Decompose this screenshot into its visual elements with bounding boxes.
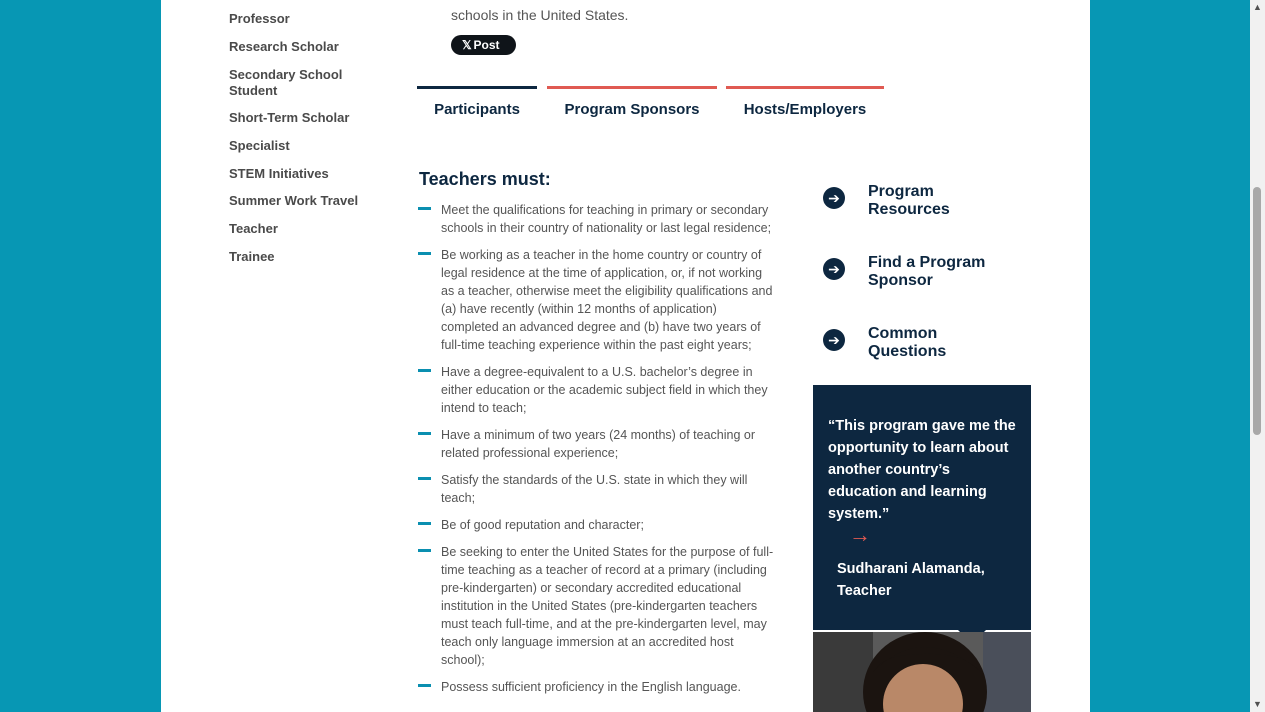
scroll-down-arrow-icon[interactable]: ▼ [1253,699,1262,709]
requirements-list [417,201,777,705]
x-logo-icon: 𝕏 [462,38,472,52]
arrow-right-circle-icon: ➔ [823,258,845,280]
sidebar-item-secondary-school-student[interactable]: Secondary School Student [229,67,343,98]
dash-bullet-icon [418,207,431,210]
arrow-right-circle-icon: ➔ [823,187,845,209]
arrow-right-icon[interactable]: → [849,522,871,547]
sidebar-item-specialist[interactable]: Specialist [229,138,290,153]
sidebar-item-short-term-scholar[interactable]: Short-Term Scholar [229,110,350,125]
list-item: Be of good reputation and character; [417,516,777,534]
quote-text: “This program gave me the opportunity to learn about another country’s education and learning system.” [828,418,1016,522]
list-item: Satisfy the standards of the U.S. state in which they will teach; [417,471,777,507]
tab-program-sponsors[interactable]: Program Sponsors [547,86,717,122]
dash-bullet-icon [418,684,431,687]
testimonial-quote-box [813,385,1031,630]
sidebar-item-trainee[interactable]: Trainee [229,249,275,264]
dash-bullet-icon [418,369,431,372]
teacher-photo [813,632,1031,712]
quote-author: Sudharani Alamanda, Teacher [837,561,985,599]
list-item: Be working as a teacher in the home country or country of legal residence at the time of application, or, if not working as a teacher, otherwise meet the eligibility qualifications and (a) have recently (within 12 months of application) completed an advanced degree and (b) have two years of full-time teaching experience within the past eight years; [417,246,777,354]
page-content: Professor Research Scholar Secondary School Student Short-Term Scholar Specialist STEM Initiatives Summer Work Travel Teacher Trainee schools in the United States. 𝕏 Post Participants Program Sponsors Hosts/Employers Teachers must: Meet the qualifications for teaching in primary or secondary schools in their country of nationality or last legal residence; Be working as a teacher in the home country or country of legal residence at the time of application, or, if not working as a teacher, otherwise meet the eligibility qualifications and (a) have recently (within 12 months of application) completed an advanced degree and (b) have two years of full-time teaching experience within the past eight years; Have a degree-equivalent to a U.S. bachelor’s degree in either education or the academic subject field in which they intend to teach; Have a minimum of two years (24 months) of teaching or related professional experience; Satisfy the standards of the U.S. state in which they will teach; Be of good reputation and character; Be seeking to enter the United States for the purpose of full-time teaching as a teacher of record at a primary (including pre-kindergarten) or secondary accredited educational institution in the United States (pre-kindergarten teachers must teach full-time, and at the pre-kindergarten level, may teach only language immersion at an accredited host school); Possess sufficient proficiency in the English language. ➔ Program Resources ➔ Find a Program Sponsor ➔ Common Questions “This program gave me the opportunity to learn about another country’s education and learning system.” → Sudharani Alamanda, Teacher [161,0,1090,712]
dash-bullet-icon [418,549,431,552]
sidebar-item-summer-work-travel[interactable]: Summer Work Travel [229,193,359,208]
dash-bullet-icon [418,252,431,255]
dash-bullet-icon [418,522,431,525]
tab-hosts-employers[interactable]: Hosts/Employers [726,86,884,122]
dash-bullet-icon [418,477,431,480]
list-item: Possess sufficient proficiency in the English language. [417,678,777,696]
tab-participants[interactable]: Participants [417,86,537,122]
teacher-photo-illustration [813,632,1031,712]
sidebar-item-research-scholar[interactable]: Research Scholar [229,39,339,54]
section-title: Teachers must: [419,169,551,189]
sidebar-item-teacher[interactable]: Teacher [229,221,278,236]
list-item: Be seeking to enter the United States for the purpose of full-time teaching as a teacher of record at a primary (including pre-kindergarten) or secondary accredited educational institution in the United States (pre-kindergarten teachers must teach full-time, and at the pre-kindergarten level, may teach only language immersion at an accredited host school); [417,543,777,669]
intro-text: schools in the United States. [451,7,629,23]
scrollbar-thumb[interactable] [1253,187,1261,435]
dash-bullet-icon [418,432,431,435]
scroll-up-arrow-icon[interactable]: ▲ [1253,2,1262,12]
x-post-button[interactable] [451,35,516,55]
vertical-scrollbar[interactable] [1250,0,1265,712]
sidebar-item-stem-initiatives[interactable]: STEM Initiatives [229,166,329,181]
sidebar-item-professor[interactable]: Professor [229,11,290,26]
x-post-label: Post [473,38,500,52]
list-item: Have a degree-equivalent to a U.S. bachelor’s degree in either education or the academic subject field in which they intend to teach; [417,363,777,417]
arrow-right-circle-icon: ➔ [823,329,845,351]
list-item: Meet the qualifications for teaching in primary or secondary schools in their country of nationality or last legal residence; [417,201,777,237]
list-item: Have a minimum of two years (24 months) of teaching or related professional experience; [417,426,777,462]
